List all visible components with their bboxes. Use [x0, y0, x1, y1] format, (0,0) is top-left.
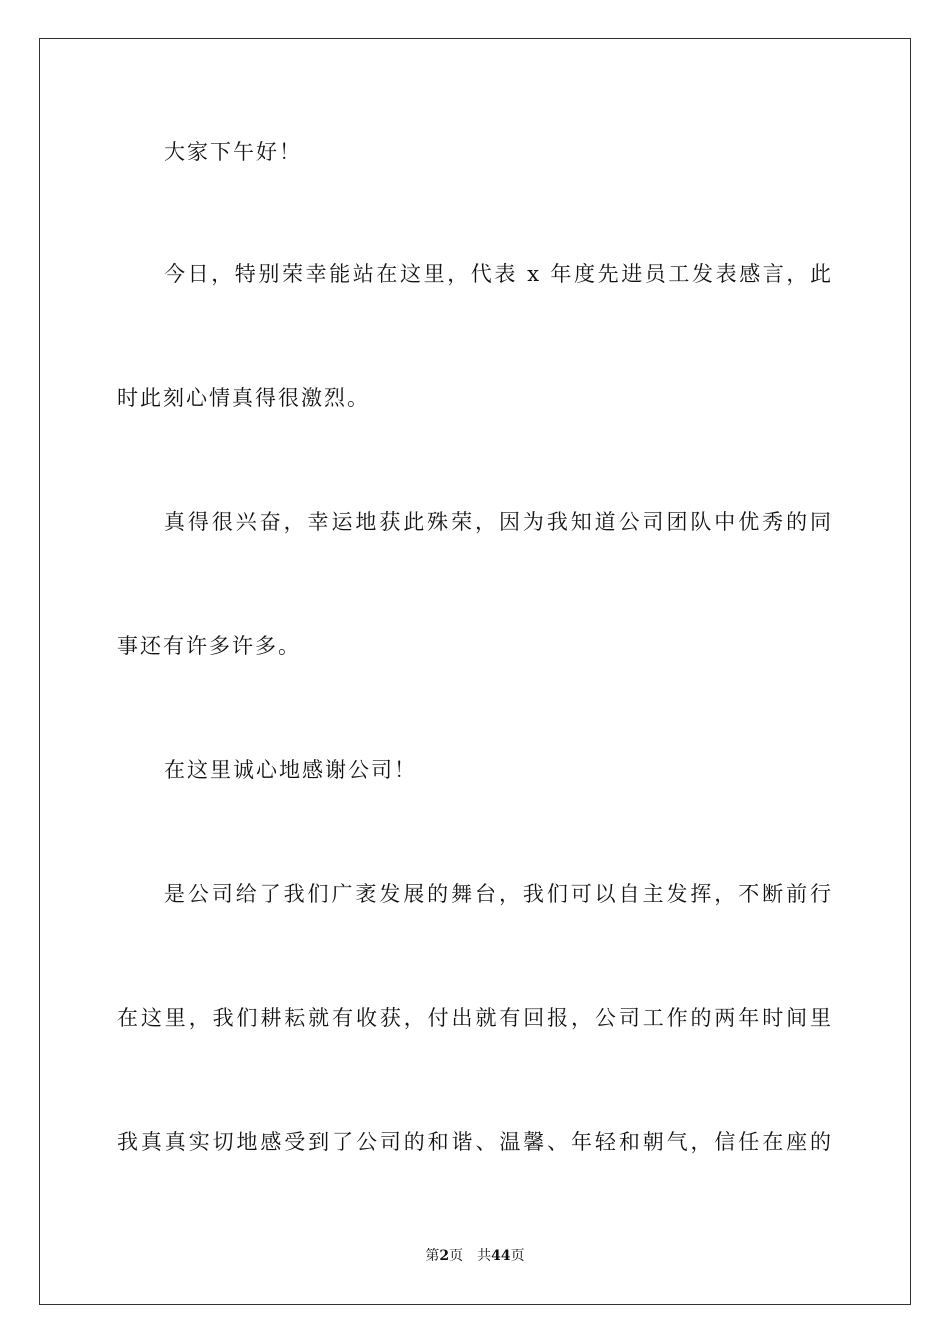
- paragraph-line: 事还有许多许多。: [117, 634, 301, 658]
- page-number: 2: [439, 1248, 450, 1264]
- paragraph-line: 在这里诚心地感谢公司！: [164, 758, 417, 782]
- paragraph-line-greeting: 大家下午好！: [164, 140, 302, 164]
- paragraph-line: 真得很兴奋，幸运地获此殊荣，因为我知道公司团队中优秀的同: [164, 510, 833, 534]
- total-prefix: 共: [477, 1248, 492, 1264]
- total-suffix: 页: [510, 1248, 525, 1264]
- paragraph-line: 时此刻心情真得很激烈。: [117, 386, 370, 410]
- page-footer: [0, 1246, 950, 1266]
- total-pages: 44: [491, 1248, 511, 1264]
- page-prefix: 第: [425, 1248, 440, 1264]
- page-border: [39, 38, 911, 1305]
- paragraph-line: 是公司给了我们广袤发展的舞台，我们可以自主发挥，不断前行: [164, 882, 833, 906]
- paragraph-line: 在这里，我们耕耘就有收获，付出就有回报，公司工作的两年时间里: [117, 1006, 833, 1030]
- paragraph-line: 今日，特别荣幸能站在这里，代表 x 年度先进员工发表感言，此: [164, 262, 833, 286]
- page-suffix: 页: [449, 1248, 464, 1264]
- paragraph-line: 我真真实切地感受到了公司的和谐、温馨、年轻和朝气，信任在座的: [117, 1130, 833, 1154]
